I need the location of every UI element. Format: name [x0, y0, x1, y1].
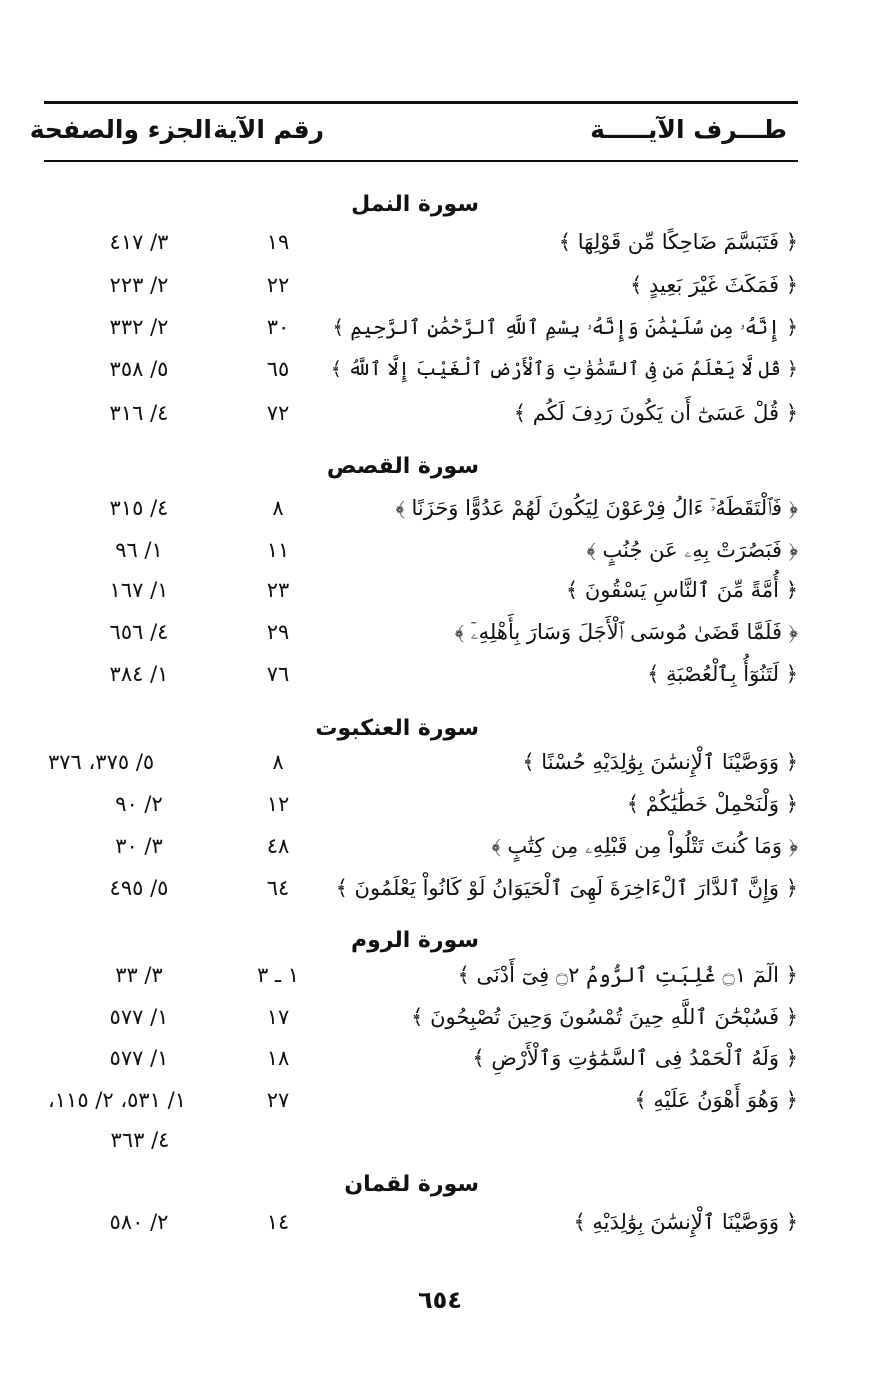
part-page: ٣/ ٣٠	[115, 834, 163, 858]
verse-number: ١٩	[266, 230, 290, 254]
table-row	[44, 742, 798, 782]
part-page: ٥/ ٣٥٨	[109, 357, 169, 381]
verse-number: ١٢	[266, 792, 290, 816]
verse-phrase: ﴿ فَسُبْحَٰنَ ٱللَّهِ حِينَ تُمْسُونَ وَحِينَ تُصْبِحُونَ ﴾	[411, 1005, 798, 1029]
verse-phrase: ﴿ وَهُوَ أَهْوَنُ عَلَيْهِ ﴾	[634, 1088, 798, 1112]
table-row	[44, 1038, 798, 1078]
part-page: ١/ ٣٨٤	[109, 662, 169, 686]
verse-phrase: ﴿ وَإِنَّ ٱلدَّارَ ٱلْءَاخِرَةَ لَهِىَ ٱلْحَيَوَانُ لَوْ كَانُواْ يَعْلَمُونَ ﴾	[335, 876, 798, 900]
surah-title: سورة العنكبوت	[315, 716, 479, 741]
header-top-rule	[44, 101, 798, 104]
part-page: ٤/ ٣١٦	[109, 401, 169, 425]
verse-number: ٦٥	[266, 357, 290, 381]
verse-number: ٤٨	[266, 834, 290, 858]
table-row	[44, 826, 798, 866]
verse-number: ١ ـ ٣	[256, 963, 300, 987]
part-page: ٣/ ٣٣	[115, 963, 163, 987]
verse-phrase: ﴿ أُمَّةً مِّنَ ٱلنَّاسِ يَسْقُونَ ﴾	[565, 578, 798, 602]
verse-phrase: ﴿ قُل لَّا يَعْلَمُ مَن فِى ٱلسَّمَٰوَٰتِ وَٱلْأَرْضِ ٱلْغَيْبَ إِلَّا ٱللَّهُ ﴾	[330, 358, 798, 380]
table-row	[44, 1080, 798, 1120]
table-row	[44, 997, 798, 1037]
header-verse-label: رقم الآية	[213, 115, 324, 144]
verse-number: ٣٠	[266, 315, 290, 339]
part-page-continuation: ٤/ ٣٦٣	[110, 1128, 170, 1152]
verse-number: ١٤	[266, 1210, 290, 1234]
verse-number: ٦٤	[266, 876, 290, 900]
verse-number: ١١	[266, 538, 290, 562]
verse-phrase: ﴿ فَلَمَّا قَضَىٰ مُوسَى ٱلْأَجَلَ وَسَارَ بِأَهْلِهِۦٓ ﴾	[454, 620, 798, 644]
surah-title: سورة لقمان	[344, 1172, 479, 1197]
table-row	[44, 488, 798, 528]
verse-number: ٧٦	[266, 662, 290, 686]
verse-phrase: ﴿ فَٱلْتَقَطَهُۥٓ ءَالُ فِرْعَوْنَ لِيَكُونَ لَهُمْ عَدُوًّا وَحَزَنًا ﴾	[395, 496, 798, 520]
verse-phrase: ﴿ الٓمٓ ۝١ غُلِبَتِ ٱلرُّومُ ۝٢ فِىٓ أَدْنَى ﴾	[457, 963, 798, 987]
verse-phrase: ﴿ وَمَا كُنتَ تَتْلُواْ مِن قَبْلِهِۦ مِن كِتَٰبٍ ﴾	[491, 834, 798, 858]
verse-number: ٧٢	[266, 401, 290, 425]
verse-number: ٢٧	[266, 1088, 290, 1112]
part-page: ١/ ١٦٧	[109, 578, 169, 602]
part-page: ٢/ ٥٨٠	[109, 1210, 169, 1234]
table-row	[44, 265, 798, 305]
header-part-label: الجزء والصفحة	[29, 115, 212, 144]
verse-phrase: ﴿ فَمَكَثَ غَيْرَ بَعِيدٍ ﴾	[630, 273, 798, 297]
table-row	[44, 612, 798, 652]
verse-phrase: ﴿ إِنَّهُۥ مِن سُلَيْمَٰنَ وَإِنَّهُۥ بِسْمِ ٱللَّهِ ٱلرَّحْمَٰنِ ٱلرَّحِيمِ ﴾	[332, 315, 798, 339]
table-row	[44, 570, 798, 610]
surah-title: سورة القصص	[326, 454, 479, 479]
part-page: ٢/ ٩٠	[115, 792, 163, 816]
part-page: ٤/ ٦٥٦	[109, 620, 169, 644]
part-page: ٢/ ٣٣٢	[109, 315, 169, 339]
table-row	[44, 530, 798, 570]
surah-title: سورة الروم	[350, 928, 479, 953]
header-bottom-rule	[44, 160, 798, 162]
surah-title: سورة النمل	[351, 192, 479, 217]
verse-number: ٢٩	[266, 620, 290, 644]
verse-phrase: ﴿ وَوَصَّيْنَا ٱلْإِنسَٰنَ بِوَٰلِدَيْهِ ﴾	[573, 1210, 798, 1234]
part-page: ٥/ ٣٧٥، ٣٧٦	[48, 750, 155, 774]
part-page: ١/ ٥٧٧	[109, 1005, 169, 1029]
table-row	[44, 955, 798, 995]
verse-number: ١٨	[266, 1046, 290, 1070]
part-page: ١/ ٩٦	[115, 538, 163, 562]
part-page: ٤/ ٣١٥	[109, 496, 169, 520]
verse-number: ٨	[272, 750, 284, 774]
table-row	[44, 307, 798, 347]
verse-phrase: ﴿ وَلَهُ ٱلْحَمْدُ فِى ٱلسَّمَٰوَٰتِ وَٱلْأَرْضِ ﴾	[472, 1046, 798, 1070]
verse-phrase: ﴿ وَلْنَحْمِلْ خَطَٰيَٰكُمْ ﴾	[626, 792, 798, 816]
page-number: ٦٥٤	[418, 1286, 462, 1314]
part-page: ٢/ ٢٢٣	[109, 273, 169, 297]
verse-number: ٨	[272, 496, 284, 520]
table-row	[44, 868, 798, 908]
verse-phrase: ﴿ لَتَنُوٓأُ بِٱلْعُصْبَةِ ﴾	[647, 662, 798, 686]
table-row	[44, 393, 798, 433]
part-page: ٣/ ٤١٧	[109, 230, 169, 254]
part-page: ١/ ٥٣١، ٢/ ١١٥،	[48, 1088, 187, 1112]
verse-phrase: ﴿ قُلْ عَسَىٰٓ أَن يَكُونَ رَدِفَ لَكُم ﴾	[513, 401, 798, 425]
verse-phrase: ﴿ فَبَصُرَتْ بِهِۦ عَن جُنُبٍ ﴾	[586, 538, 798, 562]
part-page: ١/ ٥٧٧	[109, 1046, 169, 1070]
part-page: ٥/ ٤٩٥	[109, 876, 169, 900]
table-row	[44, 349, 798, 389]
verse-number: ٢٢	[266, 273, 290, 297]
verse-number: ٢٣	[266, 578, 290, 602]
table-row	[44, 784, 798, 824]
verse-phrase: ﴿ فَتَبَسَّمَ ضَاحِكًا مِّن قَوْلِهَا ﴾	[558, 230, 798, 254]
table-row	[44, 222, 798, 262]
table-row	[44, 1202, 798, 1242]
verse-number: ١٧	[266, 1005, 290, 1029]
table-row	[44, 654, 798, 694]
verse-phrase: ﴿ وَوَصَّيْنَا ٱلْإِنسَٰنَ بِوَٰلِدَيْهِ حُسْنًا ﴾	[522, 750, 798, 774]
header-phrase-label: طـــرف الآيـــــة	[590, 115, 787, 144]
